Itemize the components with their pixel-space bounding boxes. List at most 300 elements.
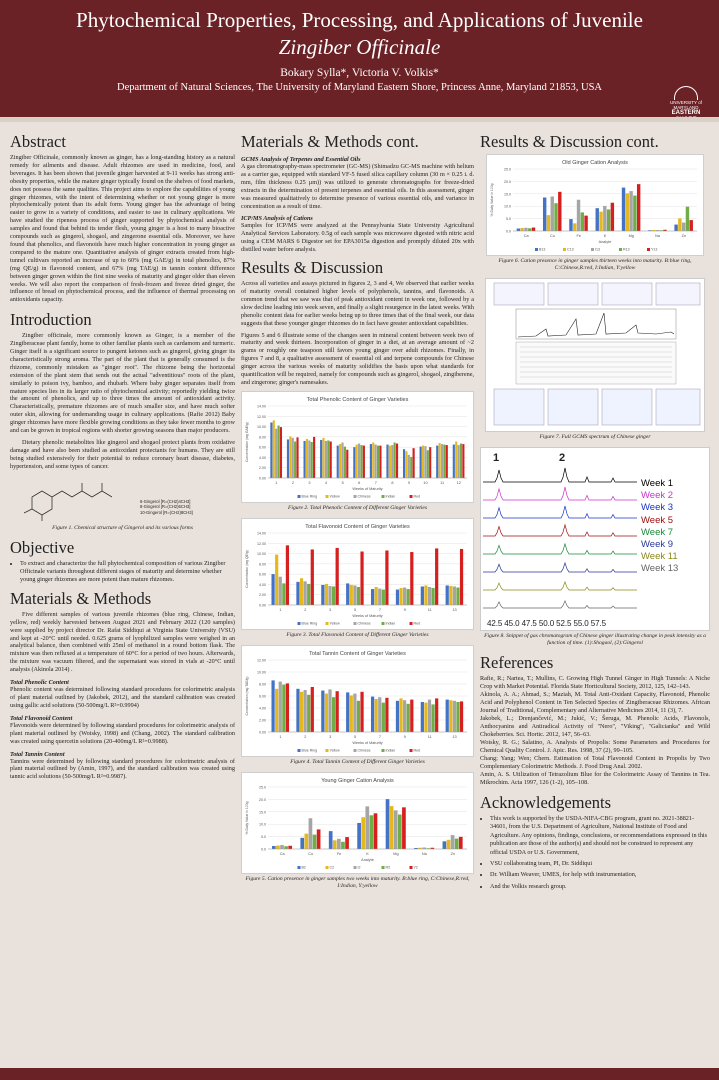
x-tick-label: 9 xyxy=(407,480,411,485)
bar xyxy=(375,444,377,477)
figure-5-caption: Figure 5. Cation presence in ginger samples two weeks into maturity. B:blue ring, C:Chinese,R:red, I:Indian, Y:yellow xyxy=(245,875,470,889)
x-tick-label: Na xyxy=(655,234,661,238)
bar xyxy=(296,437,298,478)
bar xyxy=(311,442,313,478)
bar xyxy=(447,840,451,849)
bar xyxy=(345,837,349,849)
y-axis-label: Concentration (mg GAE/g) xyxy=(245,421,249,462)
bar xyxy=(599,212,602,231)
bar xyxy=(379,445,381,477)
x-tick-label: 11 xyxy=(427,734,432,739)
bar xyxy=(280,845,284,849)
bar xyxy=(275,689,278,732)
chromatogram-traces xyxy=(483,454,638,619)
bar xyxy=(288,846,292,849)
bar xyxy=(386,799,390,849)
bar xyxy=(446,585,449,605)
chart-title: Old Ginger Cation Analysis xyxy=(562,160,628,166)
x-tick-label: Zn xyxy=(450,851,456,856)
legend-label: Chinese xyxy=(357,621,371,626)
legend-label: Yellow xyxy=(329,494,340,499)
results-heading: Results & Discussion xyxy=(241,258,384,278)
x-axis-label: Weeks of Maturity xyxy=(352,740,383,745)
bar xyxy=(346,583,349,605)
bar xyxy=(402,807,406,849)
acknowledgement-item: • This work is supported by the USDA-NIFA-CBG program, grant no. 2021-38821-34601, from the U.S. Department of Agriculture, National Institute of Food and Agriculture. Any opinions, findings, conclusions, or recommendations expressed in this publication are those of the author(s) and should not be construed to represent any official USDA or U.S. Government, xyxy=(490,815,710,857)
bar xyxy=(322,438,324,478)
bar xyxy=(307,584,310,605)
bar xyxy=(622,188,625,231)
y-axis-label: % Daily Value in 100g xyxy=(245,801,249,835)
x-tick-label: Mg xyxy=(628,234,634,238)
bar xyxy=(363,445,365,477)
bar xyxy=(577,200,580,231)
bar xyxy=(276,845,280,848)
chromatogram-trace xyxy=(483,601,637,608)
bar xyxy=(325,693,328,731)
legend-label: Blue Ring xyxy=(301,748,318,753)
results-cont-heading: Results & Discussion cont. xyxy=(480,132,659,151)
bar xyxy=(300,838,304,849)
bar xyxy=(350,695,353,732)
bar xyxy=(282,583,285,605)
legend-label: Chinese xyxy=(357,494,371,499)
x-tick-label: 8 xyxy=(391,480,394,485)
bar xyxy=(332,586,335,605)
results-paragraph-2: Figures 5 and 6 illustrate some of the changes seen in mineral content between week two of maturity and week thirteen. Incorporation of ginger in a diet, at an average amount of ~2 grams or roughly one teaspoon still favors young ginger over adult rhizomes. Finally, in figures 7 and 8, a qualitative assessment of essential oil and terpene compounds for Chinese ginger across the various weeks of maturity solidifies the basis upon what standards for quantification will be required, namely for compounds such as gingerol, shogaol, zingiberene, and zingerone; ginger's namesakes. xyxy=(241,331,474,386)
references-list xyxy=(480,675,710,787)
legend-swatch xyxy=(410,749,413,752)
legend-label: Blue Ring xyxy=(301,621,318,626)
bar xyxy=(453,444,455,477)
bar xyxy=(370,815,374,849)
bar xyxy=(329,831,333,849)
y-tick-label: 0.00 xyxy=(259,476,266,481)
y-tick-label: 15.0 xyxy=(259,810,266,815)
bar xyxy=(320,440,322,478)
bar xyxy=(360,551,363,604)
bar xyxy=(422,445,424,477)
y-tick-label: 4.00 xyxy=(259,582,266,587)
bar xyxy=(375,699,378,732)
y-tick-label: 12.00 xyxy=(257,658,266,663)
bar xyxy=(287,439,289,478)
bar xyxy=(532,228,535,231)
reference-item: Jakobek, L.; Drenjančević, M.; Jukić, V.; Šeruga, M. Phenolic Acids, Flavonols, Anthocyanins and Antiradical Activity of "Nero", "Viking", "Galicianka" and Wild Chokeberries. Sci. Hortic. 2012, 147, 56–63. xyxy=(480,715,710,738)
gcms-subheading: GCMS Analysis of Terpenes and Essential Oils xyxy=(241,156,361,163)
bar xyxy=(690,220,693,231)
gcms-method-text: A gas chromatography-mass spectrometer (GC-MS) (Shimadzu GC-MS machine with helium as a carrier gas, equipped with standard VF-5 fused silica capillary column (30 m × 0.25 i. d. mm, film thickness 0.25 μm)) was utilized to generate chromatographs for freeze-dried extracts in the determination of present terpenes and essential oils. In this assessment, ginger was measured qualitatively to determine presence of various essential oils, and variance in concentration as a result of time. xyxy=(241,163,474,210)
reference-item: Chang; Yang; Wen; Chern. Estimation of Total Flavonoid Content in Propolis by Two Complementary Colorimetric Methods. J. Food Drug Anal. 2002. xyxy=(480,755,710,770)
bar xyxy=(311,687,314,732)
bar xyxy=(558,192,561,231)
chart-title: Total Tannin Content of Ginger Varieties xyxy=(309,650,406,657)
bar xyxy=(435,698,438,732)
reference-item: Woisky, R. G.; Salatino, A. Analysis of Propolis: Some Parameters and Procedures for Chemical Quality Control. J. Apic. Res. 1998, 37 (2), 99–105. xyxy=(480,739,710,754)
bar xyxy=(378,588,381,604)
y-tick-label: 10.0 xyxy=(504,204,511,209)
bar xyxy=(337,839,341,849)
gingerol-label-10: 10-Gingerol [R=(CH2)8CH3] xyxy=(140,509,193,515)
x-tick-label: Ca xyxy=(523,234,529,238)
x-tick-label: 1 xyxy=(275,480,278,485)
bar xyxy=(296,582,299,605)
bar xyxy=(313,834,317,848)
legend-swatch xyxy=(326,622,329,625)
x-tick-label: Fe xyxy=(576,234,581,238)
column-right xyxy=(480,132,710,895)
bar xyxy=(443,444,445,477)
bar xyxy=(296,689,299,732)
abstract-text: Zingiber Officinale, commonly known as ginger, has a long-standing history as a natural remedy for ailments and disease. Adult rhizomes are used in medicine, food, and beverages. It has been shown that juvenile ginger harvested at 9-11 weeks has strong anti-obesity properties, while the mature ginger typically found on the shelves of food markets, does not possess the same qualities. This project aims to explore the capabilities of young ginger rhizomes, with the intent of determining whether or not young ginger is more phytochemically potent than its adult form. Young ginger has the advantage of being easier to grow in a variety of conditions, and easier to use in culinary applications. We have studied the ripeness process of ginger supported by phytochemical analysis of samples and found that behind its tender flesh, young ginger is a host to many bioactive compounds such as gingerol, shogaol, and zingerone essential oils. Moreover, we have found that phenolics, and flavonoids have much higher concentration in young ginger as compared to the mature one. Quantitative analysis of ginger extracts created from high-tunnel cultivars reported an increase of up to 60% (mg GAE/g) in total phenolics, 87% (mg QE/g) in flavonoid content, and 67% (mg TAE/g) in tannin content difference between ginger grown within the first nine weeks of maturity and ginger older than eleven weeks. We will also report the comparison of fresh-frozen and freeze dried ginger, the influence of bread on phytochemical process, and the influence of thermal processing on antioxidants capacity. xyxy=(10,154,235,304)
legend-label: B13 xyxy=(539,247,546,252)
bar xyxy=(361,817,365,849)
bar xyxy=(305,833,309,848)
x-tick-label: 12 xyxy=(456,480,461,485)
bar xyxy=(398,814,402,848)
bar xyxy=(390,806,394,849)
bar xyxy=(336,548,339,605)
legend-swatch xyxy=(619,248,622,251)
legend-swatch xyxy=(326,866,329,869)
bar xyxy=(573,223,576,231)
gingerol-labels xyxy=(140,499,193,516)
x-axis-label: Analyte xyxy=(361,857,374,862)
x-tick-label: 9 xyxy=(403,734,406,739)
bar xyxy=(462,444,464,478)
bar xyxy=(421,702,424,732)
flavonoid-method-text: Flavonoids were determined by following standard procedures for colorimetric analysis of plant material outlined by (Woisky, 1998) and (Chang, 2002). The standard calibration was created using quercetin solutions (20-400mg/L R²=0.9988). xyxy=(10,721,235,745)
bar xyxy=(313,437,315,478)
bar xyxy=(308,440,310,478)
y-tick-label: 2.00 xyxy=(259,466,266,471)
bar xyxy=(637,184,640,231)
bar xyxy=(633,196,636,231)
gingerol-structure-drawing xyxy=(10,475,140,523)
chromatogram-trace xyxy=(483,525,637,536)
y-tick-label: 6.00 xyxy=(259,572,266,577)
bar xyxy=(455,441,457,478)
y-tick-label: 6.00 xyxy=(259,694,266,699)
legend-swatch xyxy=(354,749,357,752)
tannin-method-text: Tannins were determined by following standard procedures for colorimetric analysis of plant material outlined by (Amin, 1997), and the standard calibration was created using tannic acid solutions (50-500mg/L R²=0.9987). xyxy=(10,757,235,781)
bar xyxy=(300,578,303,605)
acknowledgements-heading: Acknowledgements xyxy=(480,793,612,812)
chromatogram-x-ticks: 42.5 45.0 47.5 50.0 52.5 55.0 57.5 xyxy=(487,619,606,628)
legend-swatch xyxy=(535,248,538,251)
bar xyxy=(311,549,314,605)
legend-swatch xyxy=(647,248,650,251)
logo-bottom-text: EASTERN xyxy=(671,110,701,116)
references-heading: References xyxy=(480,653,554,672)
chromatogram-figure xyxy=(480,447,710,631)
week-legend-item: Week 5 xyxy=(641,514,674,526)
y-tick-label: 10.0 xyxy=(259,822,266,827)
bar xyxy=(396,701,399,732)
x-tick-label: 1 xyxy=(279,607,282,612)
x-tick-label: Mg xyxy=(393,851,399,856)
bar xyxy=(357,587,360,605)
tannin-subheading: Total Tannin Content xyxy=(10,750,65,758)
bar xyxy=(282,684,285,731)
week-legend-item: Week 13 xyxy=(641,563,679,575)
legend-label: Indian xyxy=(385,494,396,499)
bar xyxy=(321,585,324,605)
bar xyxy=(303,441,305,478)
chromatogram-trace xyxy=(483,582,637,590)
tannin-chart xyxy=(241,645,474,757)
legend-label: Y2 xyxy=(413,865,418,870)
chart-title: Young Ginger Cation Analysis xyxy=(321,777,394,784)
y-axis-label: Concentration (mg TAE/g) xyxy=(245,676,249,716)
bar xyxy=(431,704,434,732)
icp-subheading: ICP/MS Analysis of Cations xyxy=(241,215,313,223)
x-axis-label: Analyte xyxy=(598,240,612,244)
legend-label: Red xyxy=(413,748,421,753)
logo-top-text: UNIVERSITY of MARYLAND xyxy=(670,100,702,110)
bar xyxy=(286,545,289,605)
bar xyxy=(336,691,339,732)
gingerol-label-6: 6-Gingerol [R=(CH2)4CH3] xyxy=(140,498,191,504)
y-tick-label: 4.00 xyxy=(259,455,266,460)
x-tick-label: Zn xyxy=(681,234,687,238)
acknowledgement-item: • VSU collaborating team, PI, Dr. Siddiqui xyxy=(490,860,710,868)
bar xyxy=(596,208,599,231)
bar xyxy=(453,586,456,605)
bar xyxy=(410,699,413,731)
bar xyxy=(330,441,332,478)
bar xyxy=(607,209,610,231)
phenolic-subheading: Total Phenolic Content xyxy=(10,679,69,687)
bar xyxy=(309,818,313,849)
bar xyxy=(394,442,396,477)
figure-3-caption: Figure 3. Total Flavonoid Content of Different Ginger Varieties xyxy=(286,631,429,638)
legend-label: I2 xyxy=(357,865,361,870)
bar xyxy=(292,438,294,478)
y-tick-label: 5.0 xyxy=(261,834,266,839)
legend-label: I13 xyxy=(595,247,600,252)
bar xyxy=(304,581,307,605)
chart-title: Total Flavonoid Content of Ginger Varieties xyxy=(305,523,410,530)
y-tick-label: 10.00 xyxy=(257,670,266,675)
gcms-spectrum-graphic xyxy=(486,279,704,429)
bar xyxy=(456,702,459,732)
figure-8-caption: Figure 8. Snippet of gas chromatogram of Chinese ginger illustrating change in peak intensity as a function of time. (1):Shogaol, (2):Gingerol xyxy=(484,633,706,646)
bar xyxy=(375,587,378,605)
gcms-spectrum-figure xyxy=(485,278,705,432)
legend-swatch xyxy=(326,749,329,752)
bar xyxy=(431,588,434,605)
bar xyxy=(280,427,282,478)
y-tick-label: 10.00 xyxy=(257,551,266,556)
x-tick-label: 13 xyxy=(452,734,457,739)
legend-swatch xyxy=(410,866,413,869)
x-axis-label: Weeks of Maturity xyxy=(352,613,383,618)
bar xyxy=(272,846,276,849)
bar xyxy=(370,444,372,478)
figure-7-caption: Figure 7. Full GCMS spectrum of Chinese ginger xyxy=(539,434,651,440)
legend-label: B2 xyxy=(301,865,306,870)
bar xyxy=(407,704,410,732)
figure-6-caption: Figure 6. Cation presence in ginger samples thirteen weeks into maturity. B:blue ring, C:Chinese,R:red, I:Indian, Y:yellow xyxy=(498,258,692,271)
methods-cont-heading: Materials & Methods cont. xyxy=(241,132,419,151)
bar xyxy=(386,444,388,477)
flavonoid-subheading: Total Flavonoid Content xyxy=(10,714,73,722)
x-tick-label: Cu xyxy=(549,234,555,238)
legend-label: C2 xyxy=(329,865,335,870)
bar xyxy=(520,228,523,231)
x-tick-label: 5 xyxy=(354,607,357,612)
bar xyxy=(275,428,277,477)
bar xyxy=(353,585,356,605)
results-paragraph-1: Across all varieties and assays pictured in figures 2, 3 and 4, We observed that earlier weeks of maturity overall contained higher levels of polyphenols, tannins, and flavonoids. A common trend that we saw was that of peak antioxidant content in week one, followed by a slow decline leading into week seven, and finally a slight resurgence in the latest weeks. With phenolic content data for earlier weeks being up to three times that of the final week, our data suggests that these younger ginger rhizomes do in fact have greater antioxidant capabilities. xyxy=(241,280,474,327)
bar xyxy=(273,420,275,478)
x-tick-label: 9 xyxy=(403,607,406,612)
phenolic-chart xyxy=(241,391,474,503)
bar xyxy=(441,444,443,478)
bar xyxy=(353,447,355,478)
old-cation-chart xyxy=(486,154,704,256)
x-tick-label: 11 xyxy=(427,607,432,612)
poster-title-species: Zingiber Officinale xyxy=(278,35,441,59)
acknowledgements-list xyxy=(480,815,710,891)
y-tick-label: 15.0 xyxy=(504,192,511,197)
bar xyxy=(346,450,348,478)
legend-label: Chinese xyxy=(357,748,371,753)
legend-label: Red xyxy=(413,621,421,626)
legend-swatch xyxy=(298,866,301,869)
bar xyxy=(460,443,462,477)
x-tick-label: 3 xyxy=(329,607,332,612)
objective-heading: Objective xyxy=(10,537,75,557)
bar xyxy=(399,588,402,605)
bar xyxy=(446,445,448,478)
bar xyxy=(421,586,424,605)
figure-4-caption: Figure 4. Total Tannin Content of Different Ginger Varieties xyxy=(290,758,425,765)
bar xyxy=(327,440,329,478)
bar xyxy=(300,692,303,732)
dome-icon xyxy=(674,86,698,100)
chromatogram-trace xyxy=(483,506,637,518)
x-axis-label: Weeks of Maturity xyxy=(352,486,383,491)
legend-swatch xyxy=(591,248,594,251)
bar xyxy=(353,693,356,731)
bar xyxy=(460,701,463,732)
bar xyxy=(413,448,415,478)
bar xyxy=(569,219,572,231)
legend-label: Yellow xyxy=(329,748,340,753)
bar xyxy=(365,806,369,849)
bar xyxy=(374,813,378,849)
peak-label-1: 1 xyxy=(493,452,500,464)
phenolic-method-text: Phenolic content was determined following standard procedures for colorimetric analysis of plant material outlined by (Jakobek, 2012), and the standard calibration was created using gallic acid solutions (50-500mg/L R²=0.9994) xyxy=(10,686,235,709)
x-tick-label: 13 xyxy=(452,607,457,612)
authors: Bokary Sylla*, Victoria V. Volkis* xyxy=(280,67,439,79)
header-band xyxy=(0,117,719,122)
bar xyxy=(439,443,441,478)
bar xyxy=(674,225,677,231)
figure-1-caption: Figure 1. Chemical structure of Gingerol and its various forms xyxy=(52,524,193,531)
x-tick-label: 2 xyxy=(291,480,294,485)
x-tick-label: 4 xyxy=(324,480,328,485)
legend-swatch xyxy=(563,248,566,251)
bar xyxy=(551,197,554,231)
bar xyxy=(626,193,629,231)
x-tick-label: K xyxy=(603,234,607,238)
legend-swatch xyxy=(298,495,301,498)
bar xyxy=(337,445,339,477)
bar xyxy=(399,698,402,732)
legend-swatch xyxy=(298,622,301,625)
bar xyxy=(328,689,331,732)
acknowledgement-item: • Dr. William Weaver, UMES, for help with instrumentation, xyxy=(490,871,710,879)
poster-header xyxy=(0,0,719,117)
legend-swatch xyxy=(298,749,301,752)
week-legend-item: Week 9 xyxy=(641,539,674,551)
bar xyxy=(377,445,379,477)
bar xyxy=(524,228,527,231)
y-tick-label: 0.00 xyxy=(259,603,266,608)
bar xyxy=(350,585,353,605)
bar xyxy=(456,587,459,604)
bar xyxy=(460,549,463,605)
bar xyxy=(304,690,307,732)
chart-title: Total Phenolic Content of Ginger Varieties xyxy=(306,396,409,403)
bar xyxy=(371,696,374,731)
y-tick-label: 10.00 xyxy=(257,424,266,429)
bar xyxy=(629,191,632,231)
icp-method-text: Samples for ICP/MS were analyzed at the Pennsylvania State University Agricultural Analytical Services Laboratory. 0.5g of each sample was microwave digested with nitric acid using a CEM MARS 6 Digestor set for EPA3015a digestion and promptly diluted 20x with distilled water before analysis. xyxy=(241,222,474,254)
legend-label: Red xyxy=(413,494,421,499)
bar xyxy=(346,692,349,732)
y-tick-label: 25.0 xyxy=(259,785,266,790)
bar xyxy=(307,695,310,732)
bar xyxy=(344,446,346,477)
y-tick-label: 4.00 xyxy=(259,706,266,711)
bar xyxy=(678,218,681,231)
bar xyxy=(424,702,427,731)
x-tick-label: 10 xyxy=(423,480,428,485)
week-legend-item: Week 2 xyxy=(641,490,674,502)
bar xyxy=(420,446,422,477)
bar xyxy=(371,589,374,605)
bar xyxy=(428,587,431,605)
week-legend-item: Week 11 xyxy=(641,551,678,563)
objective-list xyxy=(10,560,235,585)
bar xyxy=(449,700,452,732)
legend-swatch xyxy=(354,866,357,869)
methods-paragraph-1: Five different samples of various juvenile rhizomes (blue ring, Chinese, Indian, yellow, red) weekly harvested between August 2021 and February 2022 (120 samples) were supplied by project director Dr. Rafat Siddiqui at Virginia State University (VSU) and kept at -20°C until needed. 0.625 grams of lyophilized samples were weighed in an analytical balance, then combined with 25ml of methanol in a round bottom flask. The mixture was then refluxed at a temperature of 60°C for a period of two hours. Afterwards, the mixture was vacuum filtered, and the supernatant was stored in vials at -20°C until analysis (Akinola 2014) . xyxy=(10,610,235,674)
bar xyxy=(405,451,407,478)
y-tick-label: 20.0 xyxy=(504,179,511,184)
acknowledgement-item: • And the Volkis research group. xyxy=(490,883,710,891)
y-tick-label: 8.00 xyxy=(259,435,266,440)
bar xyxy=(271,574,274,605)
bar xyxy=(378,697,381,732)
bar xyxy=(270,422,272,478)
x-tick-label: 3 xyxy=(308,480,311,485)
bar xyxy=(317,829,321,849)
y-tick-label: 12.00 xyxy=(257,541,266,546)
objective-item: • To extract and characterize the full phytochemical composition of various Zingiber Officinale variants throughout different stages of maturity and determine whether young ginger rhizomes are more potent than mature rhizomes. xyxy=(20,560,235,585)
bar xyxy=(446,699,449,731)
bar xyxy=(686,207,689,231)
chromatogram-trace xyxy=(483,544,637,554)
y-tick-label: 6.00 xyxy=(259,445,266,450)
bar xyxy=(325,441,327,478)
column-middle xyxy=(241,132,474,896)
y-axis-label: Concentration (mg QE/g) xyxy=(245,549,249,588)
